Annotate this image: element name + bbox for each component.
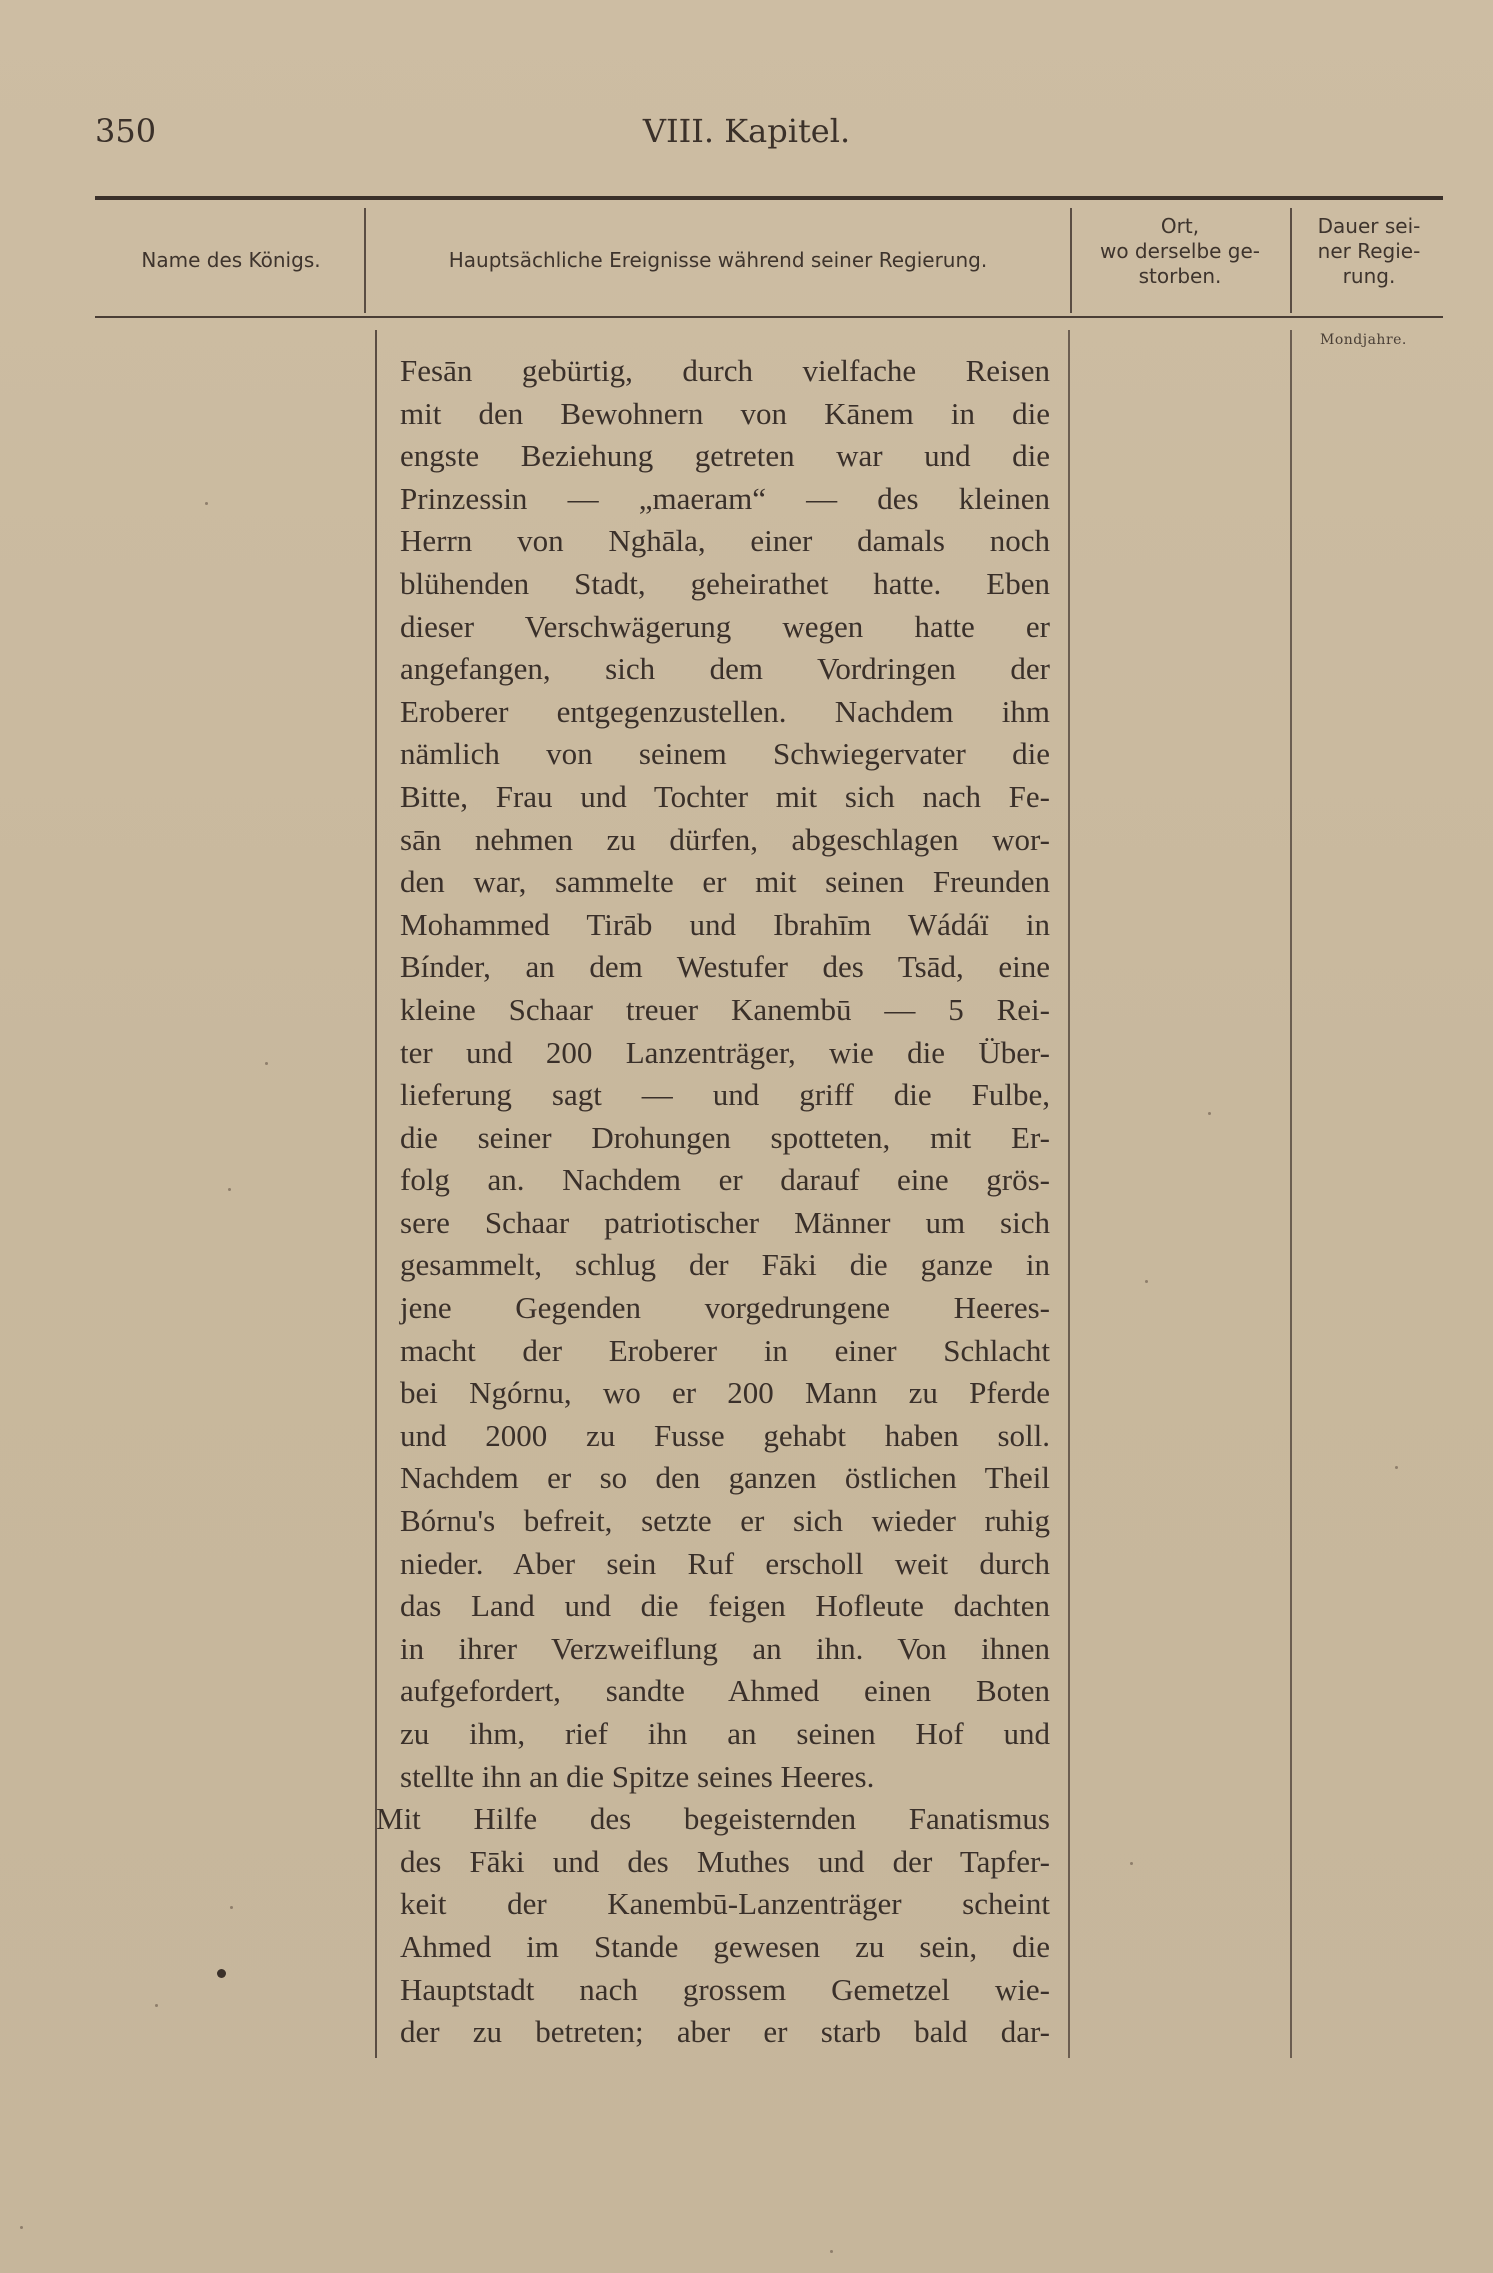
text-line: gesammelt, schlug der Fāki die ganze in bbox=[400, 1247, 1050, 1283]
ink-dot bbox=[217, 1969, 226, 1978]
paper-speck bbox=[230, 1906, 233, 1909]
text-line: folg an. Nachdem er darauf eine grös- bbox=[400, 1162, 1050, 1198]
text-line: Nachdem er so den ganzen östlichen Theil bbox=[400, 1460, 1050, 1496]
paper-speck bbox=[1145, 1280, 1148, 1283]
place-heading-line: storben. bbox=[1138, 264, 1222, 288]
duration-heading-line: Dauer sei- bbox=[1317, 214, 1421, 238]
text-line: Herrn von Nghāla, einer damals noch bbox=[400, 523, 1050, 559]
text-line: Prinzessin — „maeram“ — des kleinen bbox=[400, 480, 1050, 516]
text-line: nieder. Aber sein Ruf erscholl weit durch bbox=[400, 1545, 1050, 1581]
text-line: macht der Eroberer in einer Schlacht bbox=[400, 1332, 1050, 1368]
text-line: der zu betreten; aber er starb bald dar- bbox=[400, 2014, 1050, 2050]
text-line: nämlich von seinem Schwiegervater die bbox=[400, 736, 1050, 772]
text-line: lieferung sagt — und griff die Fulbe, bbox=[400, 1077, 1050, 1113]
duration-heading-line: rung. bbox=[1342, 264, 1396, 288]
text-line: aufgefordert, sandte Ahmed einen Boten bbox=[400, 1673, 1050, 1709]
events-text bbox=[376, 350, 1050, 2054]
text-line: mit den Bewohnern von Kānem in die bbox=[400, 395, 1050, 431]
text-line: blühenden Stadt, geheirathet hatte. Eben bbox=[400, 565, 1050, 601]
text-line: engste Beziehung getreten war und die bbox=[400, 438, 1050, 474]
text-line: das Land und die feigen Hofleute dachten bbox=[400, 1588, 1050, 1624]
text-line: jene Gegenden vorgedrungene Heeres- bbox=[400, 1290, 1050, 1326]
text-line: Mohammed Tirāb und Ibrahīm Wádáï in bbox=[400, 906, 1050, 942]
text-line: in ihrer Verzweiflung an ihn. Von ihnen bbox=[400, 1630, 1050, 1666]
text-line: Ahmed im Stande gewesen zu sein, die bbox=[400, 1928, 1050, 1964]
text-line: sere Schaar patriotischer Männer um sich bbox=[400, 1204, 1050, 1240]
paper-speck bbox=[830, 2250, 833, 2253]
table-top-rule bbox=[95, 196, 1443, 200]
column-divider bbox=[1290, 330, 1292, 2058]
text-line: keit der Kanembū-Lanzenträger scheint bbox=[400, 1886, 1050, 1922]
text-line: die seiner Drohungen spotteten, mit Er- bbox=[400, 1119, 1050, 1155]
text-line: Mit Hilfe des begeisternden Fanatismus bbox=[376, 1801, 1050, 1837]
paper-speck bbox=[20, 2226, 23, 2229]
paper-speck bbox=[1208, 1112, 1211, 1115]
text-line: bei Ngórnu, wo er 200 Mann zu Pferde bbox=[400, 1375, 1050, 1411]
text-line: Bitte, Frau und Tochter mit sich nach Fe- bbox=[400, 778, 1050, 814]
text-line: Bínder, an dem Westufer des Tsād, eine bbox=[400, 949, 1050, 985]
text-line: Eroberer entgegenzustellen. Nachdem ihm bbox=[400, 693, 1050, 729]
paper-speck bbox=[265, 1062, 268, 1065]
text-line: angefangen, sich dem Vordringen der bbox=[400, 651, 1050, 687]
column-header-events: Hauptsächliche Ereignisse während seiner Regierung. bbox=[448, 248, 988, 272]
paper-speck bbox=[155, 2004, 158, 2007]
column-divider bbox=[1070, 208, 1072, 313]
paper-speck bbox=[205, 502, 208, 505]
table-header-rule bbox=[95, 316, 1443, 318]
column-divider bbox=[1068, 330, 1070, 2058]
text-line: den war, sammelte er mit seinen Freunden bbox=[400, 864, 1050, 900]
column-header-name: Name des Königs. bbox=[141, 248, 321, 272]
text-line: ter und 200 Lanzenträger, wie die Über- bbox=[400, 1034, 1050, 1070]
paper-speck bbox=[1130, 1862, 1133, 1865]
paper-speck bbox=[1395, 1466, 1398, 1469]
text-line: dieser Verschwägerung wegen hatte er bbox=[400, 608, 1050, 644]
column-divider bbox=[364, 208, 366, 313]
duration-heading-line: ner Regie- bbox=[1317, 239, 1421, 263]
text-line: stellte ihn an die Spitze seines Heeres. bbox=[400, 1758, 875, 1794]
page-number: 350 bbox=[95, 112, 157, 150]
text-line: sān nehmen zu dürfen, abgeschlagen wor- bbox=[400, 821, 1050, 857]
duration-units-label: Mondjahre. bbox=[1320, 332, 1407, 348]
text-line: Bórnu's befreit, setzte er sich wieder ruhig bbox=[400, 1503, 1050, 1539]
text-line: und 2000 zu Fusse gehabt haben soll. bbox=[400, 1417, 1050, 1453]
text-line: Hauptstadt nach grossem Gemetzel wie- bbox=[400, 1971, 1050, 2007]
paper-speck bbox=[228, 1188, 231, 1191]
running-head: VIII. Kapitel. bbox=[642, 112, 851, 150]
text-line: des Fāki und des Muthes und der Tapfer- bbox=[400, 1843, 1050, 1879]
text-line: kleine Schaar treuer Kanembū — 5 Rei- bbox=[400, 991, 1050, 1027]
place-heading-line: wo derselbe ge- bbox=[1099, 239, 1261, 263]
text-line: zu ihm, rief ihn an seinen Hof und bbox=[400, 1716, 1050, 1751]
column-divider bbox=[1290, 208, 1292, 313]
column-header-duration bbox=[1294, 214, 1444, 289]
place-heading-line: Ort, bbox=[1160, 214, 1200, 238]
text-line: Fesān gebürtig, durch vielfache Reisen bbox=[400, 353, 1050, 388]
column-header-place bbox=[1072, 214, 1288, 289]
